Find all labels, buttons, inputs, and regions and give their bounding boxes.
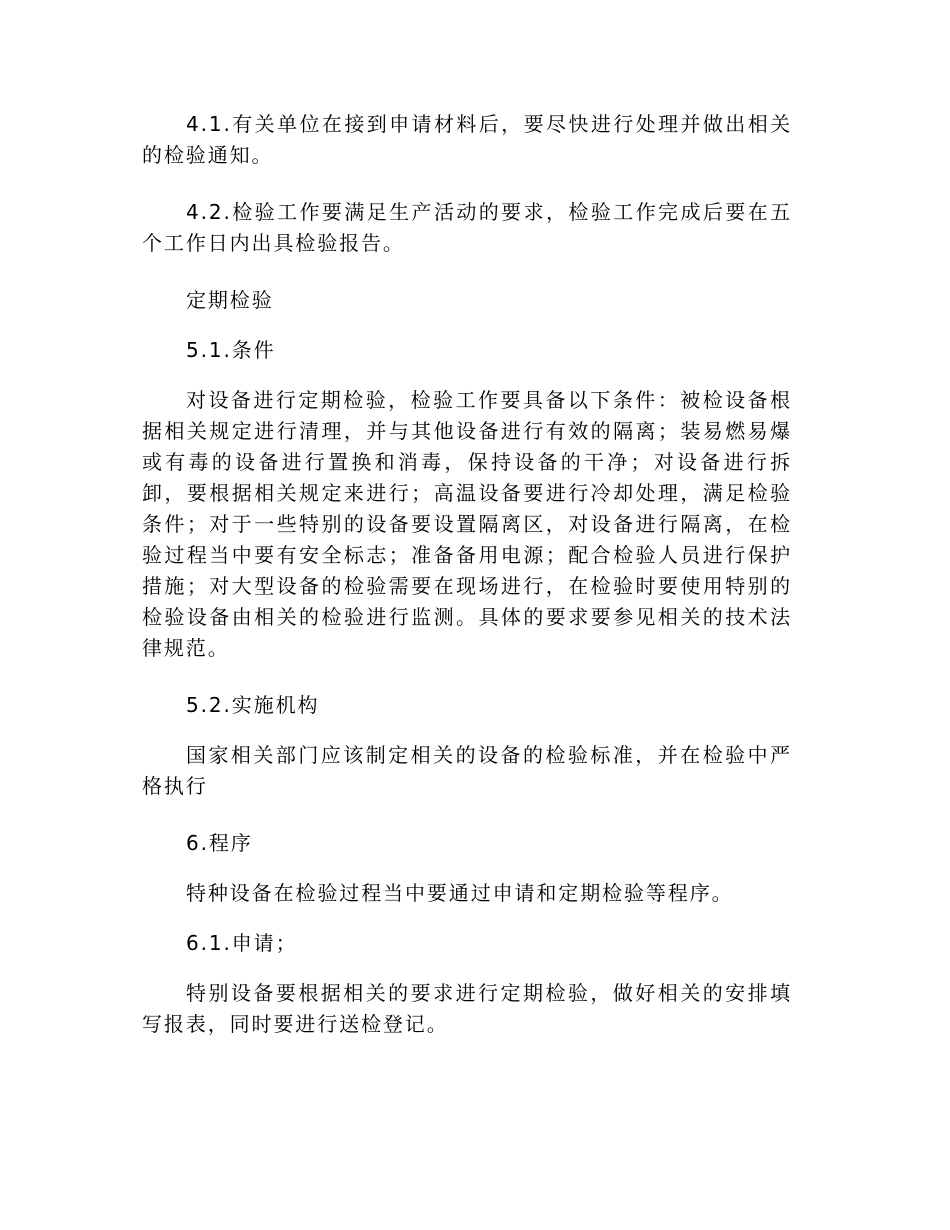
paragraph-4-1: 4.1.有关单位在接到申请材料后，要尽快进行处理并做出相关的检验通知。 xyxy=(142,112,792,167)
section-heading-5-1: 5.1.条件 xyxy=(186,338,276,362)
section-heading-periodic-inspection: 定期检验 xyxy=(186,288,274,312)
paragraph-conditions: 对设备进行定期检验，检验工作要具备以下条件：被检设备根据相关规定进行清理，并与其他设备进行有效的隔离；装易燃易爆或有毒的设备进行置换和消毒，保持设备的干净；对设备进行拆卸，要根据相关规定来进行；高温设备要进行冷却处理，满足检验条件；对于一些特别的设备要设置隔离区，对设备进行隔离，在检验过程当中要有安全标志；准备备用电源；配合检验人员进行保护措施；对大型设备的检验需要在现场进行，在检验时要使用特别的检验设备由相关的检验进行监测。具体的要求要参见相关的技术法律规范。 xyxy=(142,388,792,660)
paragraph-application: 特别设备要根据相关的要求进行定期检验，做好相关的安排填写报表，同时要进行送检登记。 xyxy=(142,981,792,1036)
section-heading-6-1: 6.1.申请； xyxy=(186,931,298,955)
paragraph-procedure: 特种设备在检验过程当中要通过申请和定期检验等程序。 xyxy=(186,881,734,905)
section-heading-6: 6.程序 xyxy=(186,831,253,855)
paragraph-4-2: 4.2.检验工作要满足生产活动的要求，检验工作完成后要在五个工作日内出具检验报告。 xyxy=(142,200,792,255)
section-heading-5-2: 5.2.实施机构 xyxy=(186,693,320,717)
paragraph-institution: 国家相关部门应该制定相关的设备的检验标准，并在检验中严格执行 xyxy=(142,743,792,798)
